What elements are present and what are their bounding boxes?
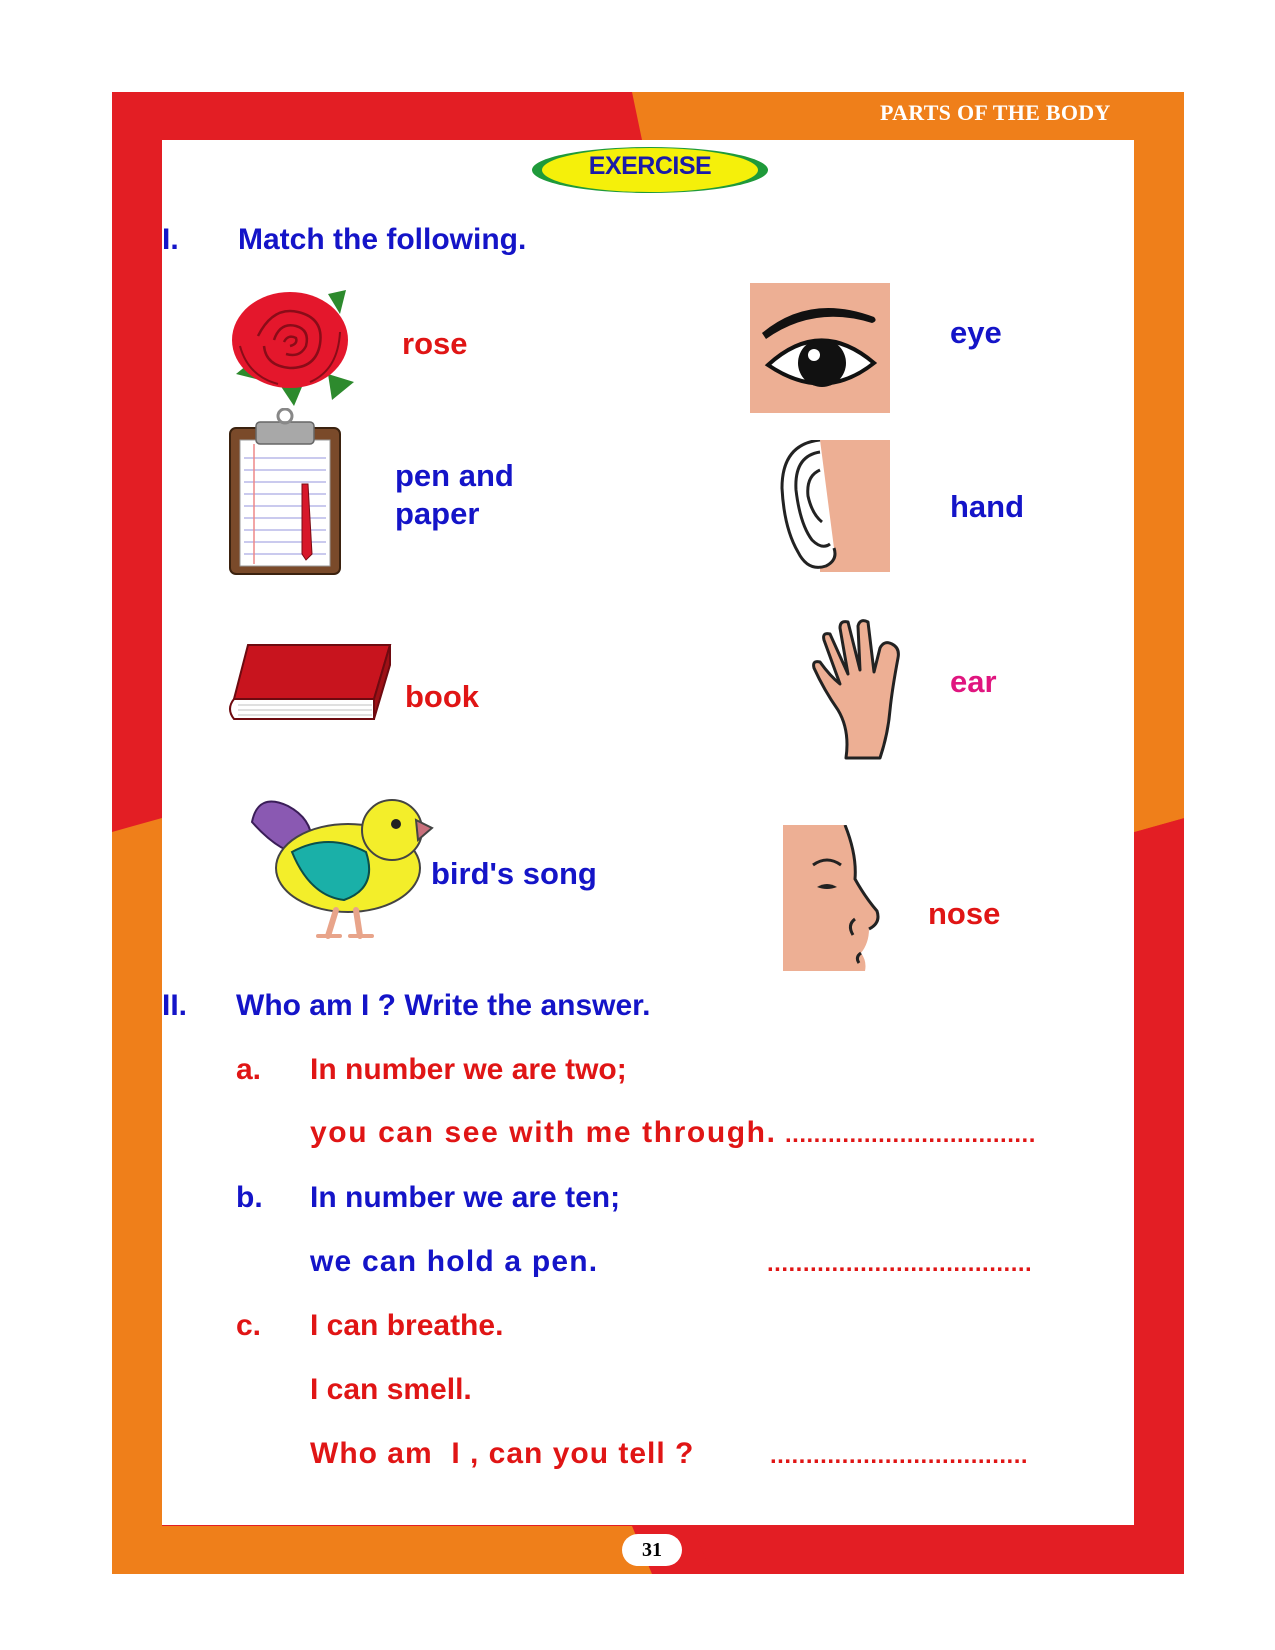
riddle-a-line1: In number we are two; [310,1053,627,1086]
riddle-a-letter: a. [236,1053,262,1086]
section2-numeral: II. [162,989,188,1022]
match-left-book: book [405,679,480,714]
bird-icon [248,792,434,942]
exercise-badge-label: EXERCISE [588,152,712,180]
clipboard-icon [226,408,346,578]
riddle-b-line1: In number we are ten; [310,1181,621,1214]
match-left-rose: rose [402,326,468,361]
match-right-nose: nose [928,896,1001,931]
book-icon [226,643,392,723]
riddle-c-line3: Who am I , can you tell ? [310,1437,695,1470]
riddle-c-answer-blank[interactable]: .................................... [770,1442,1029,1469]
riddle-a-answer-blank[interactable]: ................................... [785,1121,1036,1148]
page-number: 31 [622,1534,682,1566]
riddle-c-line1: I can breathe. [310,1309,504,1342]
riddle-c-line2: I can smell. [310,1373,472,1406]
match-left-birds-song: bird's song [431,856,597,891]
riddle-a-line2: you can see with me through. [310,1116,777,1149]
ear-icon [778,440,890,572]
nose-icon [783,825,893,971]
match-left-pen-paper-line1: pen and [395,458,514,493]
hand-icon [810,618,910,760]
riddle-c-letter: c. [236,1309,262,1342]
match-right-hand: hand [950,489,1025,524]
running-title: PARTS OF THE BODY [880,100,1111,125]
match-right-ear: ear [950,664,997,699]
eye-icon [750,283,890,413]
riddle-b-answer-blank[interactable]: ..................................... [767,1250,1033,1277]
match-left-pen-paper-line2: paper [395,496,480,531]
section1-numeral: I. [162,223,179,256]
section2-title: Who am I ? Write the answer. [236,989,651,1022]
riddle-b-line2: we can hold a pen. [310,1245,599,1278]
section1-title: Match the following. [238,223,527,256]
riddle-b-letter: b. [236,1181,263,1214]
match-right-eye: eye [950,315,1002,350]
rose-icon [228,286,358,408]
